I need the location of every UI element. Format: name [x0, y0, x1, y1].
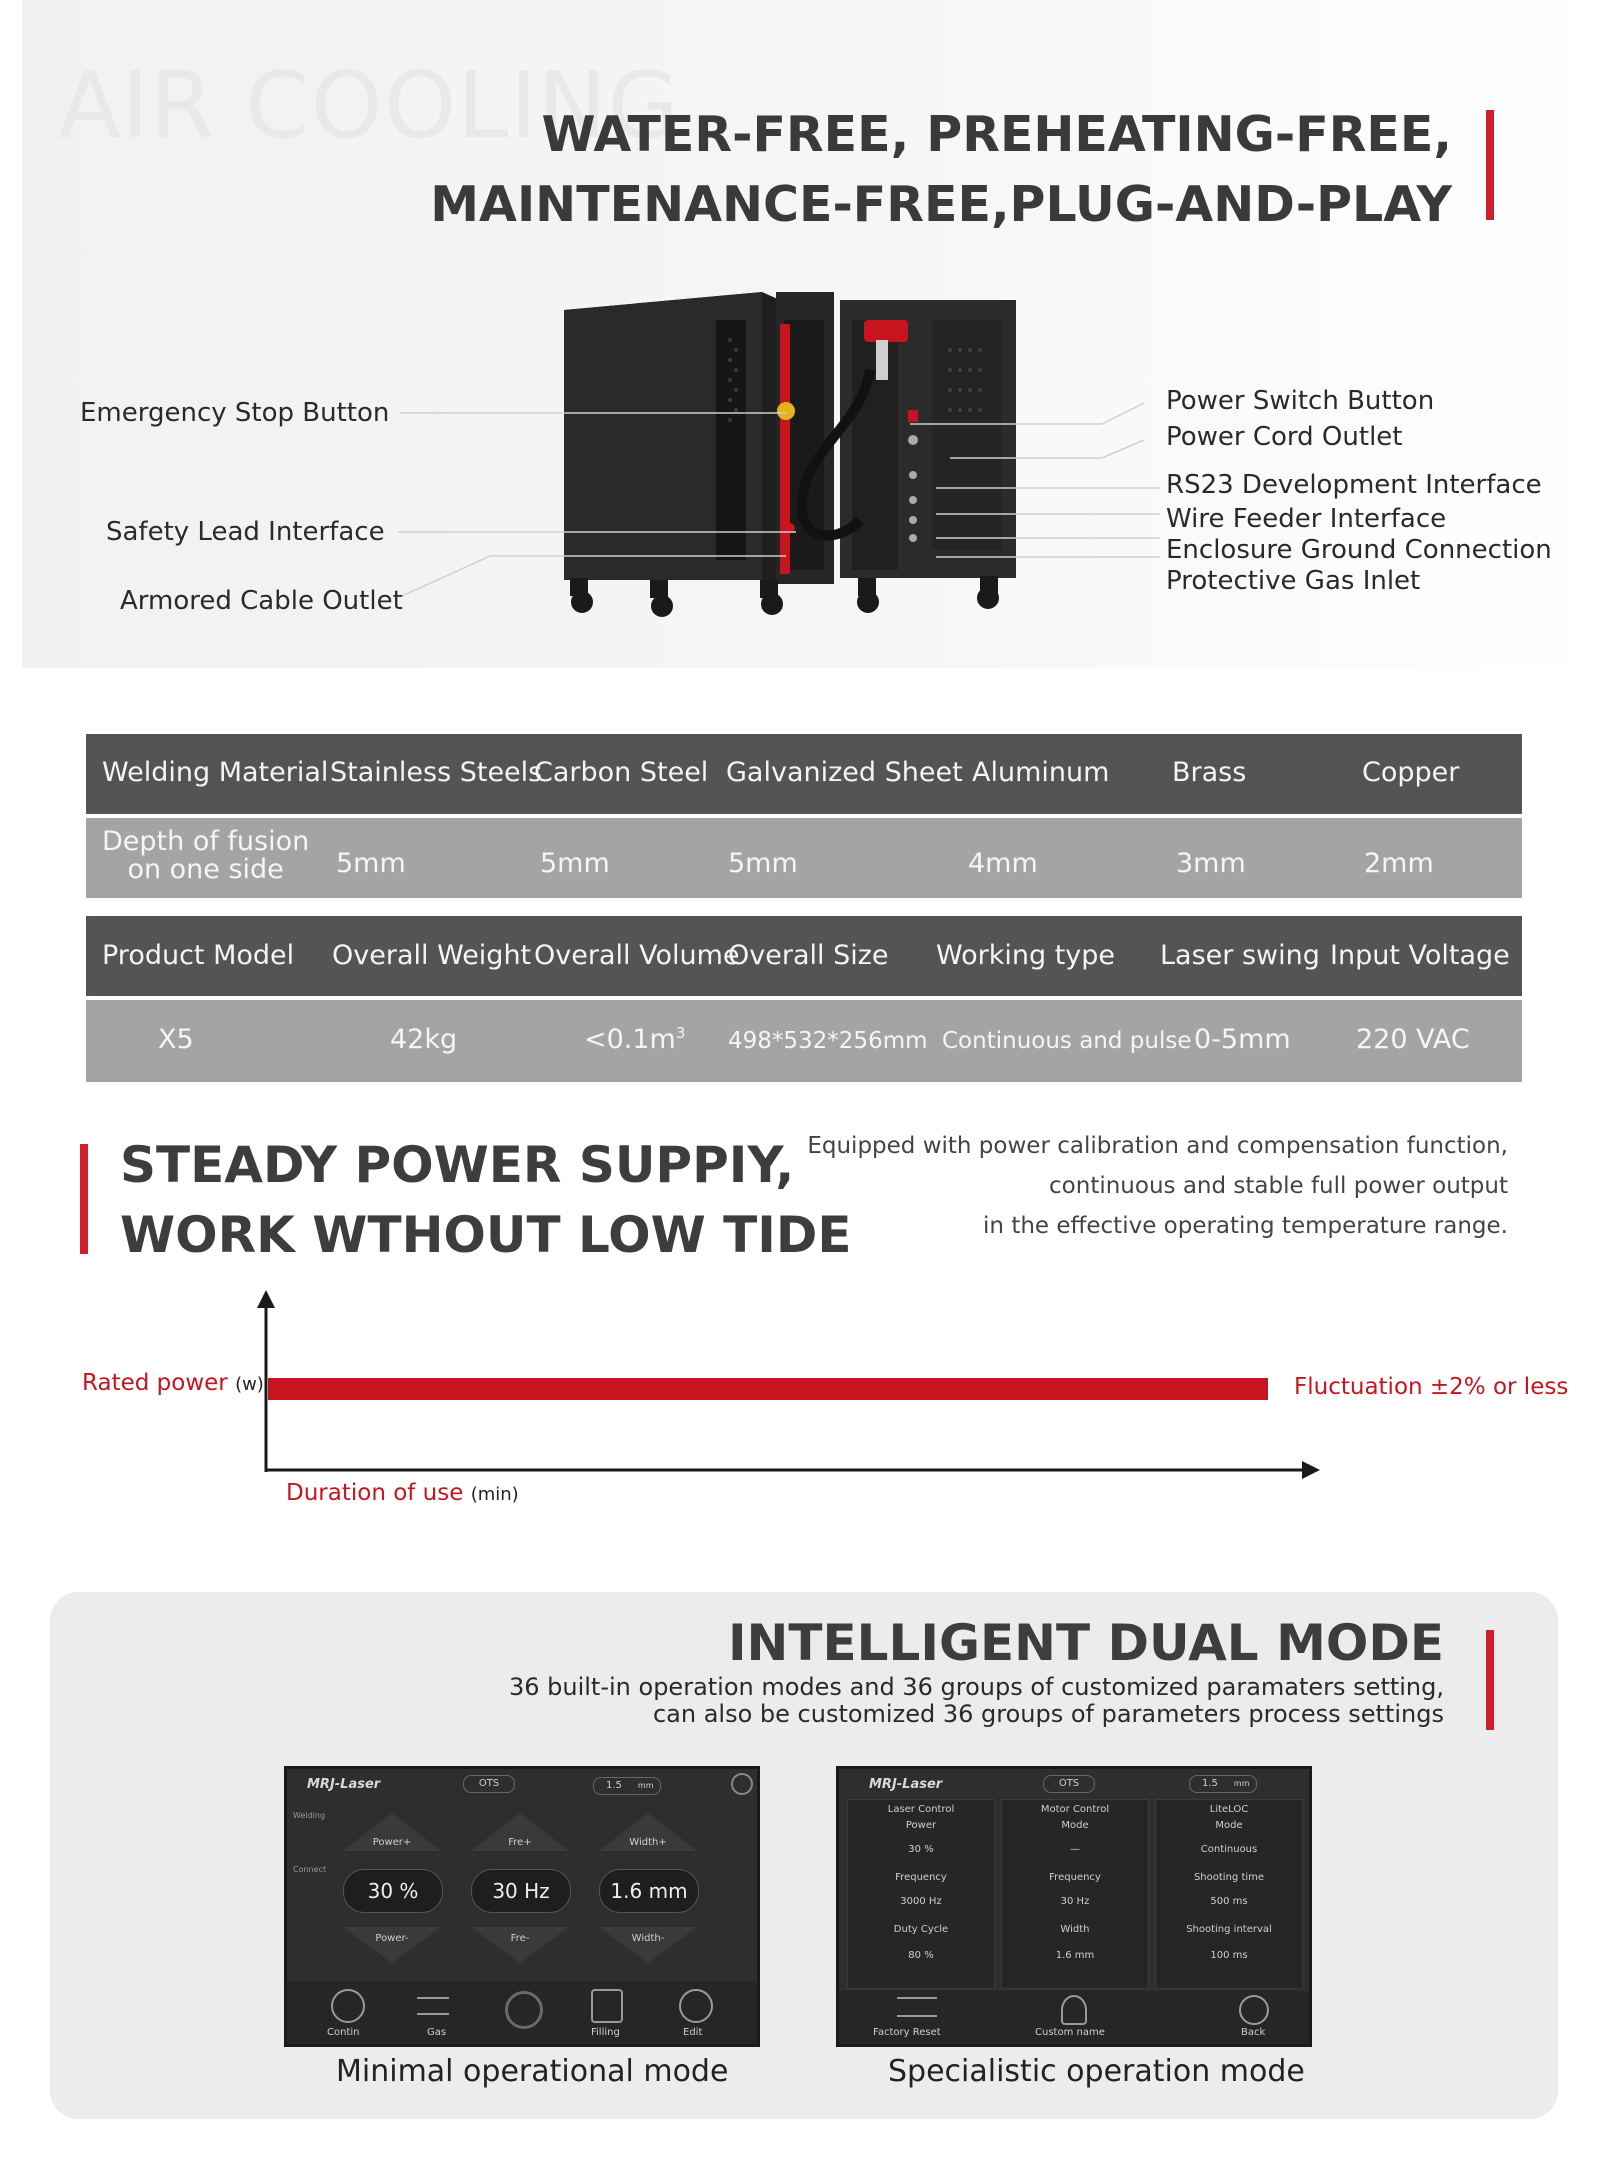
- x-label-text: Duration of use: [286, 1480, 464, 1506]
- volume-superscript: 3: [675, 1024, 686, 1042]
- power-stability-graph: [240, 1290, 1340, 1490]
- motor-mode-label: Mode: [1061, 1820, 1089, 1831]
- filling-icon[interactable]: [591, 1989, 623, 2023]
- y-axis-arrow: [257, 1290, 275, 1308]
- depth-carbon: 5mm: [540, 848, 610, 879]
- header-carbon: Carbon Steel: [534, 757, 709, 788]
- label-rs23-interface: RS23 Development Interface: [1166, 470, 1542, 500]
- label-enclosure-ground: Enclosure Ground Connection: [1166, 535, 1552, 565]
- dual-mode-sub-line-2: can also be customized 36 groups of parameters process settings: [652, 1700, 1444, 1728]
- label-armored-cable: Armored Cable Outlet: [120, 586, 403, 616]
- liteloc-title: LiteLOC: [1209, 1804, 1249, 1815]
- specialist-brand: MRJ-Laser: [869, 1777, 943, 1792]
- dual-mode-accent-bar: [1486, 1630, 1494, 1730]
- power-description: [807, 1126, 1508, 1246]
- spec-table-header: [86, 916, 1522, 996]
- depth-brass: 3mm: [1176, 848, 1246, 879]
- frequency-value: 30 Hz: [471, 1869, 571, 1913]
- x-label-unit: (min): [470, 1484, 519, 1505]
- bottom-custom-name[interactable]: Custom name: [1035, 2027, 1105, 2038]
- x-axis-label: [286, 1480, 519, 1506]
- bottom-contin[interactable]: Contin: [327, 2027, 360, 2038]
- headline-line-1: WATER-FREE, PREHEATING-FREE,: [541, 106, 1452, 163]
- depth-aluminum: 4mm: [968, 848, 1038, 879]
- bottom-factory-reset[interactable]: Factory Reset: [873, 2027, 941, 2038]
- header-brass: Brass: [1172, 757, 1247, 788]
- liteloc-mode-value[interactable]: Continuous: [1200, 1844, 1258, 1855]
- power-icon[interactable]: [505, 1991, 543, 2029]
- factory-reset-icon[interactable]: [897, 1997, 937, 2017]
- dual-mode-sub-line-1: 36 built-in operation modes and 36 groups of customized paramaters setting,: [508, 1673, 1444, 1701]
- bottom-gas[interactable]: Gas: [427, 2027, 447, 2038]
- laser-control-title: Laser Control: [887, 1804, 955, 1815]
- specialist-caption: Specialistic operation mode: [888, 2054, 1305, 2089]
- header-aluminum: Aluminum: [972, 757, 1110, 788]
- power-title-line-2: WORK WTHOUT LOW TIDE: [120, 1206, 852, 1264]
- bottom-filling[interactable]: Filling: [591, 2027, 620, 2038]
- fusion-table-header: [86, 734, 1522, 814]
- specialist-wire-unit: mm: [1233, 1779, 1250, 1788]
- laser-frequency-label: Frequency: [895, 1872, 947, 1883]
- width-up-label: Width+: [629, 1837, 667, 1848]
- header-stainless: Stainless Steels: [330, 757, 543, 788]
- fusion-table-row: [86, 818, 1522, 898]
- shooting-time-value[interactable]: 500 ms: [1210, 1896, 1248, 1907]
- custom-name-icon[interactable]: [1061, 1995, 1087, 2025]
- minimal-wire-chip[interactable]: [593, 1777, 661, 1795]
- row-label-line-2: on one side: [127, 854, 284, 885]
- specialist-wire-value: 1.5: [1202, 1778, 1218, 1789]
- back-icon[interactable]: [1239, 1995, 1269, 2025]
- shooting-time-label: Shooting time: [1193, 1872, 1265, 1883]
- fre-down-label: Fre-: [510, 1933, 530, 1944]
- value-working-type: Continuous and pulse: [942, 1028, 1192, 1054]
- laser-frequency-value[interactable]: 3000 Hz: [900, 1896, 942, 1907]
- minimal-caption: Minimal operational mode: [336, 2054, 729, 2089]
- motor-control-title: Motor Control: [1040, 1804, 1110, 1815]
- headline-line-2: MAINTENANCE-FREE,PLUG-AND-PLAY: [430, 176, 1452, 233]
- width-value: 1.6 mm: [599, 1869, 699, 1913]
- value-laser-swing: 0-5mm: [1194, 1024, 1291, 1055]
- side-welding[interactable]: Welding: [293, 1811, 326, 1820]
- liteloc-column: [1155, 1799, 1303, 1989]
- label-wire-feeder: Wire Feeder Interface: [1166, 504, 1447, 534]
- shooting-interval-value[interactable]: 100 ms: [1210, 1950, 1248, 1961]
- settings-gear-icon[interactable]: [731, 1773, 753, 1795]
- power-desc-line-2: continuous and stable full power output: [1049, 1173, 1508, 1199]
- fre-up-label: Fre+: [508, 1837, 532, 1848]
- value-overall-weight: 42kg: [390, 1024, 458, 1055]
- power-title-line-1: STEADY POWER SUPPIY,: [120, 1136, 795, 1194]
- spec-tables: [86, 734, 1522, 1082]
- laser-control-column: [847, 1799, 995, 1989]
- minimal-mode-chip[interactable]: OTS: [463, 1775, 515, 1793]
- minimal-wire-unit: mm: [637, 1781, 654, 1790]
- bottom-edit[interactable]: Edit: [683, 2027, 703, 2038]
- label-power-switch: Power Switch Button: [1166, 386, 1435, 416]
- header-input-voltage: Input Voltage: [1330, 940, 1510, 971]
- duty-cycle-label: Duty Cycle: [893, 1924, 949, 1935]
- depth-galvanized: 5mm: [728, 848, 798, 879]
- fluctuation-label: Fluctuation ±2% or less: [1294, 1374, 1569, 1400]
- header-overall-volume: Overall Volume: [534, 940, 740, 971]
- continuous-icon[interactable]: [331, 1989, 365, 2023]
- bottom-back[interactable]: Back: [1241, 2027, 1266, 2038]
- depth-copper: 2mm: [1364, 848, 1434, 879]
- minimal-wire-value: 1.5: [606, 1780, 622, 1791]
- rated-power-line: [268, 1378, 1268, 1400]
- y-axis-label: [82, 1370, 264, 1396]
- label-protective-gas: Protective Gas Inlet: [1166, 566, 1421, 596]
- motor-mode-value[interactable]: —: [1070, 1844, 1080, 1855]
- label-emergency-stop: Emergency Stop Button: [80, 398, 390, 428]
- header-laser-swing: Laser swing: [1160, 940, 1320, 971]
- power-desc-line-1: Equipped with power calibration and compensation function,: [807, 1133, 1508, 1159]
- motor-width-label: Width: [1060, 1924, 1090, 1935]
- background-watermark-text: AIR COOLING: [58, 52, 680, 159]
- value-overall-size: 498*532*256mm: [728, 1028, 928, 1054]
- header-overall-weight: Overall Weight: [332, 940, 532, 971]
- power-up-label: Power+: [372, 1837, 412, 1848]
- dual-mode-subtitle: [509, 1674, 1444, 1728]
- width-down-label: Width-: [631, 1933, 665, 1944]
- label-power-cord: Power Cord Outlet: [1166, 422, 1403, 452]
- x-axis-arrow: [1302, 1461, 1320, 1479]
- volume-value: <0.1m: [584, 1024, 676, 1055]
- header-product-model: Product Model: [102, 940, 295, 971]
- y-label-text: Rated power: [82, 1370, 228, 1396]
- edit-icon[interactable]: [679, 1989, 713, 2023]
- gas-icon[interactable]: [417, 1997, 449, 2015]
- specialist-mode-screen: [836, 1766, 1312, 2047]
- power-accent-bar: [80, 1144, 88, 1254]
- header-welding-material: Welding Material: [102, 757, 329, 788]
- header-galvanized: Galvanized Sheet: [726, 757, 963, 788]
- duty-cycle-value[interactable]: 80 %: [908, 1950, 934, 1961]
- value-input-voltage: 220 VAC: [1356, 1024, 1470, 1055]
- spec-table-row: [86, 1000, 1522, 1082]
- depth-stainless: 5mm: [336, 848, 406, 879]
- row-label-line-1: Depth of fusion: [102, 826, 310, 857]
- dual-mode-title: INTELLIGENT DUAL MODE: [727, 1614, 1444, 1672]
- header-overall-size: Overall Size: [728, 940, 889, 971]
- power-down-label: Power-: [375, 1933, 409, 1944]
- row-label-depth: [102, 828, 309, 884]
- motor-control-column: [1001, 1799, 1149, 1989]
- minimal-brand: MRJ-Laser: [307, 1777, 381, 1792]
- liteloc-mode-label: Mode: [1215, 1820, 1243, 1831]
- power-value: 30 %: [343, 1869, 443, 1913]
- laser-power-label: Power: [905, 1820, 937, 1831]
- laser-power-value[interactable]: 30 %: [908, 1844, 934, 1855]
- specialist-mode-chip[interactable]: OTS: [1043, 1775, 1095, 1793]
- minimal-mode-screen: [284, 1766, 760, 2047]
- header-copper: Copper: [1362, 757, 1460, 788]
- power-title: [120, 1130, 852, 1270]
- shooting-interval-label: Shooting interval: [1186, 1924, 1272, 1935]
- motor-frequency-value[interactable]: 30 Hz: [1060, 1896, 1090, 1907]
- y-label-unit: (w): [235, 1374, 264, 1395]
- header-working-type: Working type: [936, 940, 1116, 971]
- specialist-wire-chip[interactable]: [1189, 1775, 1257, 1793]
- value-overall-volume: [584, 1024, 685, 1055]
- side-connect[interactable]: Connect: [293, 1865, 327, 1874]
- motor-width-value[interactable]: 1.6 mm: [1055, 1950, 1095, 1961]
- power-desc-line-3: in the effective operating temperature range.: [983, 1213, 1508, 1239]
- label-safety-lead: Safety Lead Interface: [106, 517, 385, 547]
- motor-frequency-label: Frequency: [1049, 1872, 1101, 1883]
- value-product-model: X5: [158, 1024, 194, 1055]
